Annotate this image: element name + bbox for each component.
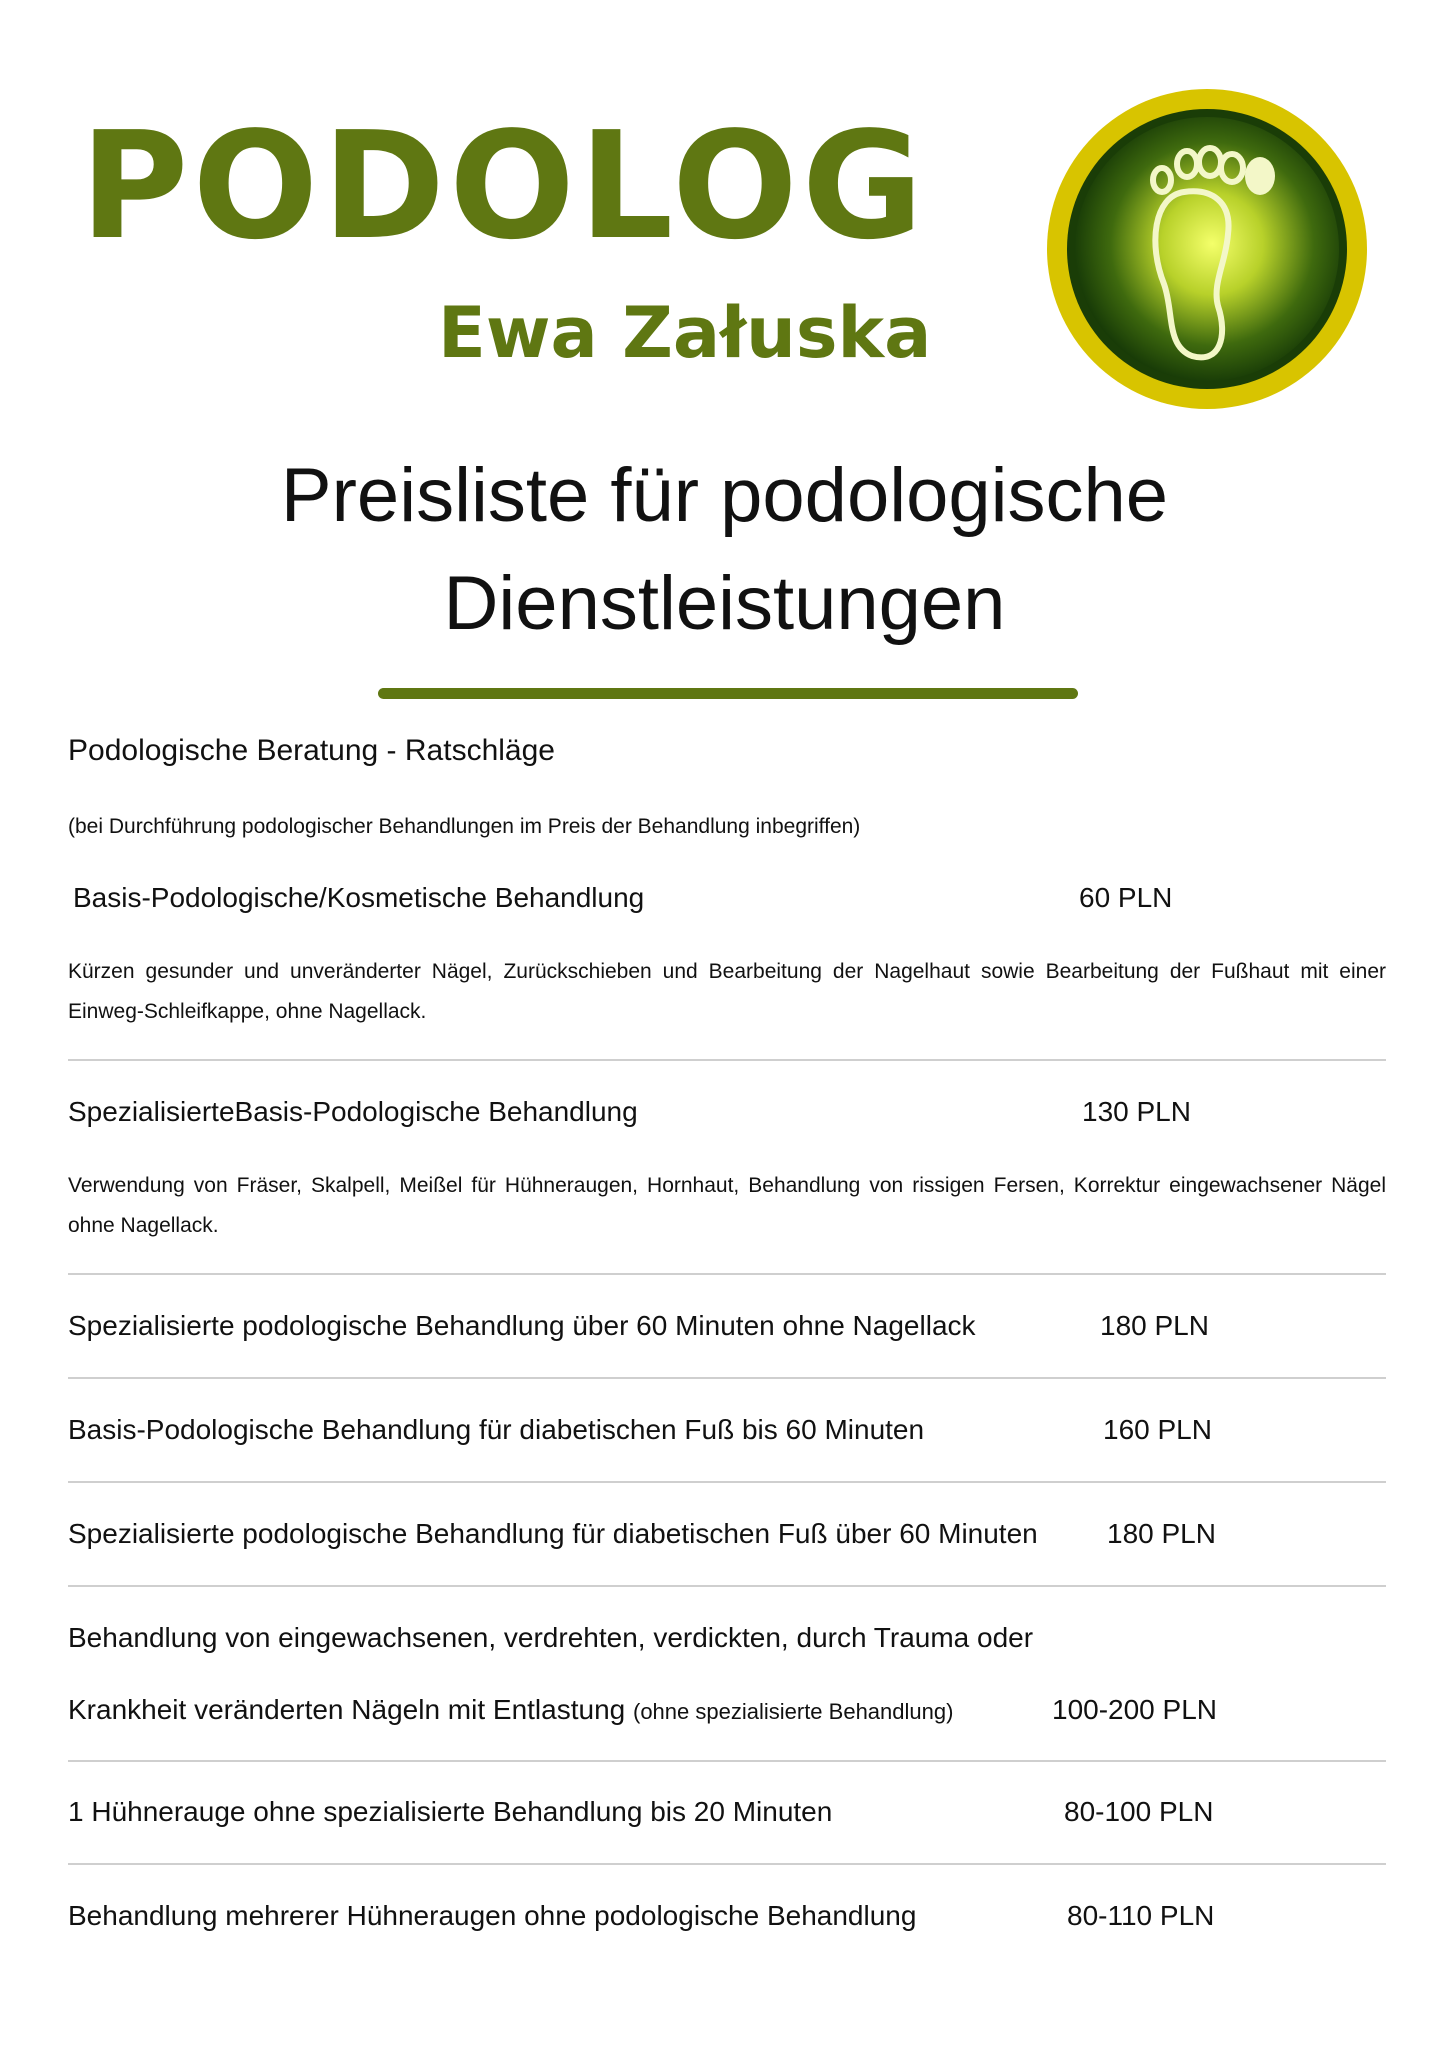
service-price: 180 PLN xyxy=(1107,1518,1216,1549)
service-name: Spezialisierte podologische Behandlung für diabetischen Fuß über 60 Minuten xyxy=(68,1518,1038,1549)
service-name-line1: Behandlung von eingewachsenen, verdrehten, verdickten, durch Trauma oder xyxy=(68,1622,1034,1653)
row-divider xyxy=(68,1863,1386,1865)
row-divider xyxy=(68,1059,1386,1061)
row-divider xyxy=(68,1481,1386,1483)
service-price: 180 PLN xyxy=(1100,1310,1209,1341)
service-name: 1 Hühnerauge ohne spezialisierte Behandlung bis 20 Minuten xyxy=(68,1796,833,1827)
service-price: 160 PLN xyxy=(1103,1414,1212,1445)
service-description: Verwendung von Fräser, Skalpell, Meißel für Hühneraugen, Hornhaut, Behandlung von rissigen Fersen, Korrektur eingewachsener Nägel ohne Nagellack. xyxy=(68,1174,1386,1237)
foot-icon xyxy=(1042,84,1372,414)
consultation-note: (bei Durchführung podologischer Behandlungen im Preis der Behandlung inbegriffen) xyxy=(68,815,861,838)
service-description: Kürzen gesunder und unveränderter Nägel, Zurückschieben und Bearbeitung der Nagelhaut sowie Bearbeitung der Fußhaut mit einer Einweg-Schleifkappe, ohne Nagellack. xyxy=(68,960,1386,1023)
logo-wordmark: PODOLOG xyxy=(80,100,928,272)
service-price: 80-100 PLN xyxy=(1064,1796,1214,1827)
service-price: 130 PLN xyxy=(1082,1096,1191,1127)
service-name: SpezialisierteBasis-Podologische Behandlung xyxy=(68,1096,638,1127)
row-divider xyxy=(68,1760,1386,1762)
service-price: 100-200 PLN xyxy=(1052,1694,1218,1725)
logo-owner-name: Ewa Załuska xyxy=(438,292,932,374)
service-name-main: Krankheit veränderten Nägeln mit Entlastung xyxy=(68,1694,626,1725)
service-name: Spezialisierte podologische Behandlung über 60 Minuten ohne Nagellack xyxy=(68,1310,976,1341)
page-title-line1: Preisliste für podologische xyxy=(280,453,1169,538)
title-divider xyxy=(378,688,1078,699)
service-price: 60 PLN xyxy=(1079,882,1173,913)
service-name: Basis-Podologische/Kosmetische Behandlung xyxy=(73,882,645,913)
row-divider xyxy=(68,1377,1386,1379)
page-title-line2: Dienstleistungen xyxy=(443,561,1006,646)
service-name-line2 xyxy=(68,1696,953,1724)
service-name: Basis-Podologische Behandlung für diabetischen Fuß bis 60 Minuten xyxy=(68,1414,925,1445)
service-name-note: (ohne spezialisierte Behandlung) xyxy=(633,1699,954,1724)
consultation-name: Podologische Beratung - Ratschläge xyxy=(68,734,555,767)
row-divider xyxy=(68,1585,1386,1587)
service-price: 80-110 PLN xyxy=(1067,1900,1215,1931)
service-name: Behandlung mehrerer Hühneraugen ohne podologische Behandlung xyxy=(68,1900,917,1931)
row-divider xyxy=(68,1273,1386,1275)
